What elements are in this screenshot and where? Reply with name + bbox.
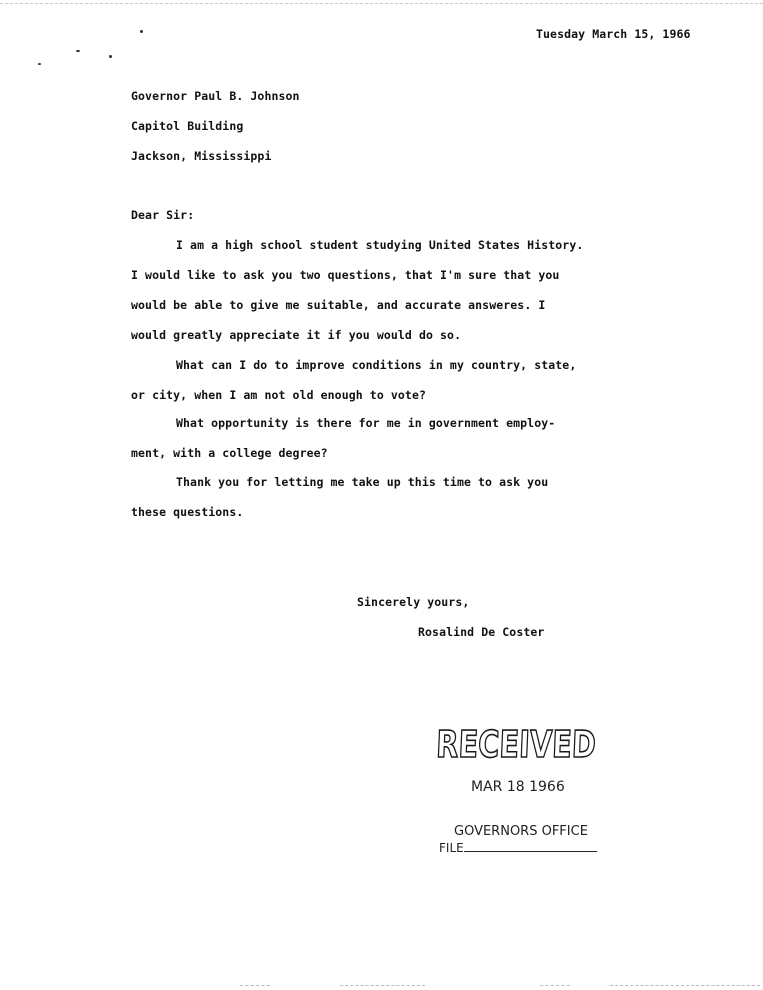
body-line: would be able to give me suitable, and accurate answeres. I (131, 298, 546, 312)
body-line: I would like to ask you two questions, that I'm sure that you (131, 268, 560, 282)
stamp-file-label: FILE (439, 841, 464, 855)
salutation: Dear Sir: (131, 208, 195, 222)
bottom-edge-mark (340, 985, 425, 986)
stamp-date: MAR 18 1966 (471, 779, 565, 795)
bottom-edge-mark (610, 985, 760, 986)
stamp-office: GOVERNORS OFFICE (454, 824, 588, 839)
body-line: What can I do to improve conditions in my country, state, (176, 358, 577, 372)
body-line: ment, with a college degree? (131, 446, 328, 460)
bottom-edge-mark (540, 985, 570, 986)
ink-speck (140, 30, 143, 33)
ink-speck (76, 50, 80, 52)
address-line: Governor Paul B. Johnson (131, 89, 300, 103)
stamp-file-line (464, 851, 597, 852)
bottom-edge-mark (240, 985, 270, 986)
signature: Rosalind De Coster (418, 625, 545, 639)
page-top-edge (0, 3, 763, 4)
address-line: Jackson, Mississippi (131, 149, 272, 163)
ink-speck (109, 55, 112, 58)
body-line: or city, when I am not old enough to vote? (131, 388, 426, 402)
body-line: What opportunity is there for me in government employ- (176, 416, 556, 430)
letter-date: Tuesday March 15, 1966 (536, 27, 691, 41)
address-line: Capitol Building (131, 119, 244, 133)
body-line: would greatly appreciate it if you would do so. (131, 328, 462, 342)
body-line: these questions. (131, 505, 244, 519)
received-stamp: RECEIVED (435, 723, 597, 766)
closing: Sincerely yours, (357, 595, 470, 609)
body-line: I am a high school student studying United States History. (176, 238, 584, 252)
body-line: Thank you for letting me take up this time to ask you (176, 475, 549, 489)
ink-speck (38, 63, 41, 65)
